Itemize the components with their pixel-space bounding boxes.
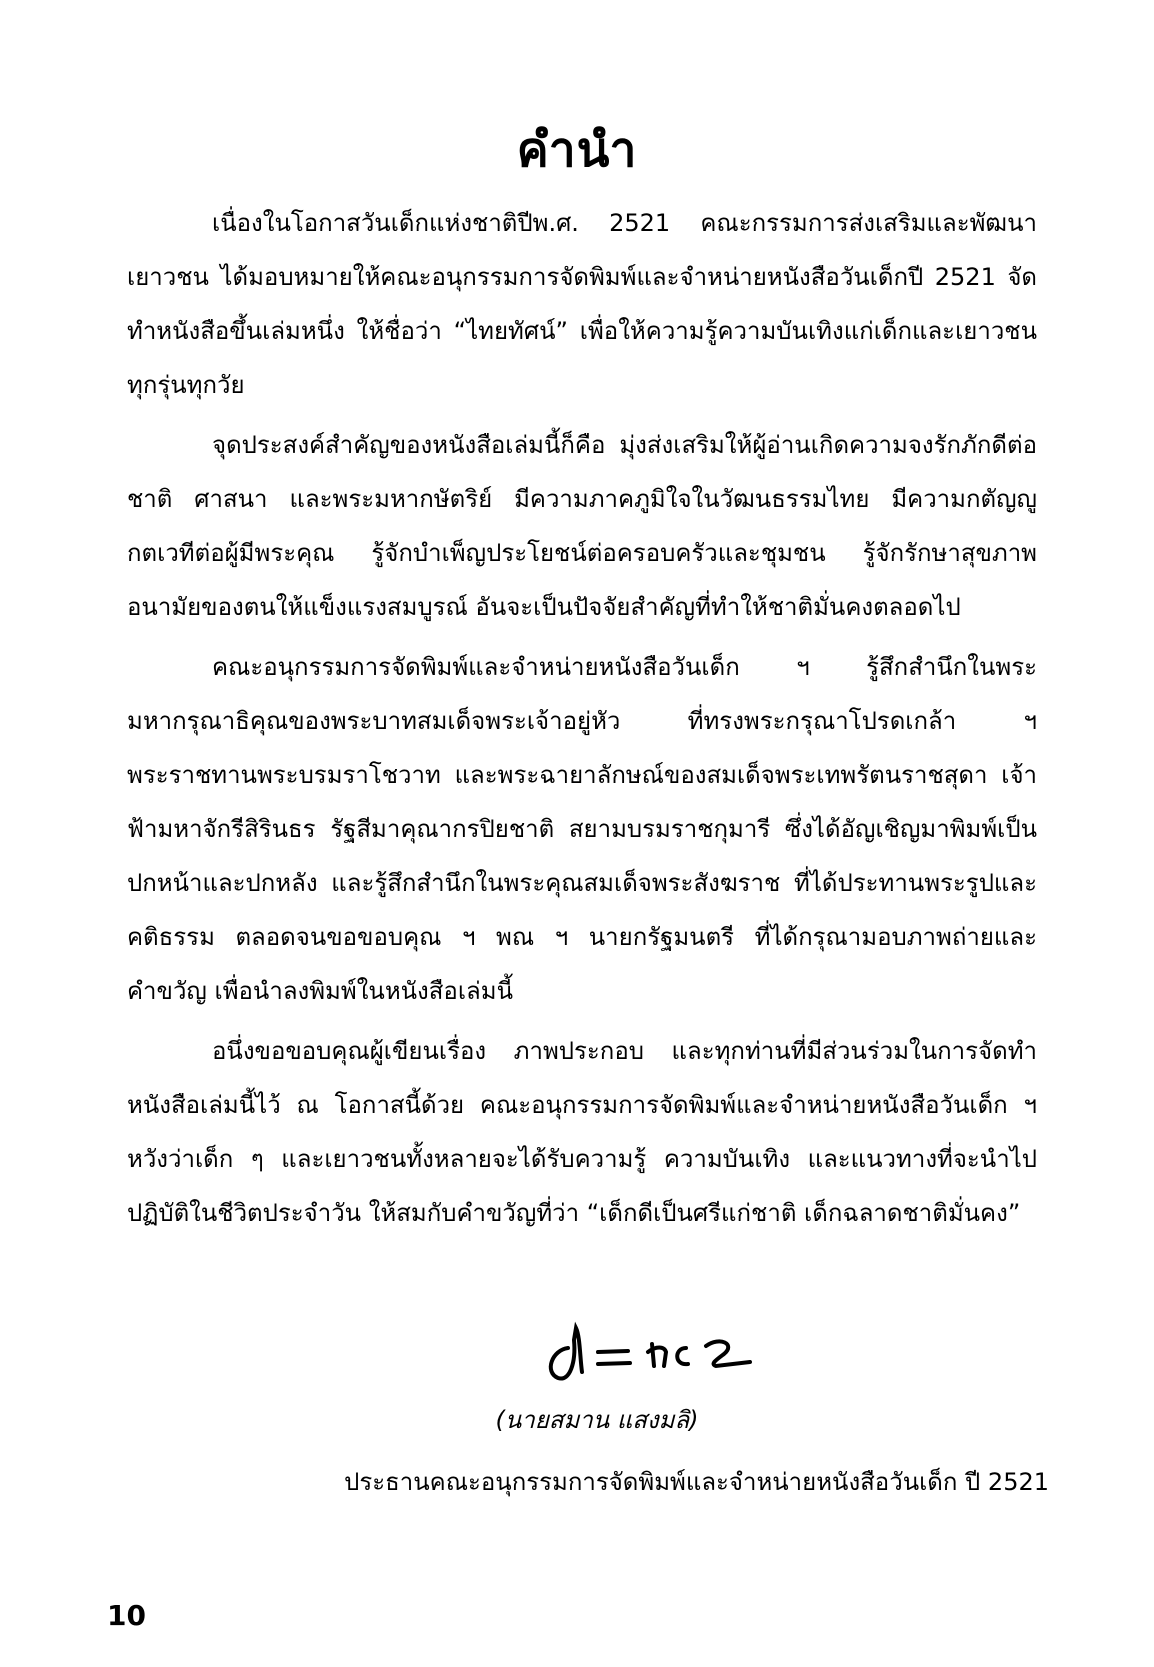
paragraph-1: เนื่องในโอกาสวันเด็กแห่งชาติปีพ.ศ. 2521 คณะกรรมการส่งเสริมและพัฒนาเยาวชน ได้มอบหมายให้คณะอนุกรรมการจัดพิมพ์และจำหน่ายหนังสือวันเด็กปี 2521 จัดทำหนังสือขึ้นเล่มหนึ่ง ให้ชื่อว่า “ไทยทัศน์” เพื่อให้ความรู้ความบันเทิงแก่เด็กและเยาวชนทุกรุ่นทุกวัย xyxy=(127,209,1037,399)
paragraph-4: อนึ่งขอขอบคุณผู้เขียนเรื่อง ภาพประกอบ และทุกท่านที่มีส่วนร่วมในการจัดทำหนังสือเล่มนี้ไว้ ณ โอกาสนี้ด้วย คณะอนุกรรมการจัดพิมพ์และจำหน่ายหนังสือวันเด็ก ฯ หวังว่าเด็ก ๆ และเยาวชนทั้งหลายจะได้รับความรู้ ความบันเทิง และแนวทางที่จะนำไปปฏิบัติในชีวิตประจำวัน ให้สมกับคำขวัญที่ว่า “เด็กดีเป็นศรีแก่ชาติ เด็กฉลาดชาติมั่นคง” xyxy=(127,1037,1037,1227)
paragraph-2: จุดประสงค์สำคัญของหนังสือเล่มนี้ก็คือ มุ่งส่งเสริมให้ผู้อ่านเกิดความจงรักภักดีต่อชาติ ศาสนา และพระมหากษัตริย์ มีความภาคภูมิใจในวัฒนธรรมไทย มีความกตัญญูกตเวทีต่อผู้มีพระคุณ รู้จักบำเพ็ญประโยชน์ต่อครอบครัวและชุมชน รู้จักรักษาสุขภาพอนามัยของตนให้แข็งแรงสมบูรณ์ อันจะเป็นปัจจัยสำคัญที่ทำให้ชาติมั่นคงตลอดไป xyxy=(127,431,1037,621)
signer-name: (นายสมาน แสงมลิ) xyxy=(495,1406,699,1434)
body-text xyxy=(127,196,1037,1246)
page-title: คำนำ xyxy=(516,122,638,178)
signer-title: ประธานคณะอนุกรรมการจัดพิมพ์และจำหน่ายหนังสือวันเด็ก ปี 2521 xyxy=(344,1468,1049,1496)
signature-drawing xyxy=(540,1310,800,1390)
paragraph-3: คณะอนุกรรมการจัดพิมพ์และจำหน่ายหนังสือวันเด็ก ฯ รู้สึกสำนึกในพระมหากรุณาธิคุณของพระบาทสมเด็จพระเจ้าอยู่หัว ที่ทรงพระกรุณาโปรดเกล้า ฯ พระราชทานพระบรมราโชวาท และพระฉายาลักษณ์ของสมเด็จพระเทพรัตนราชสุดา เจ้าฟ้ามหาจักรีสิรินธร รัฐสีมาคุณากรปิยชาติ สยามบรมราชกุมารี ซึ่งได้อัญเชิญมาพิมพ์เป็นปกหน้าและปกหลัง และรู้สึกสำนึกในพระคุณสมเด็จพระสังฆราช ที่ได้ประทานพระรูปและคติธรรม ตลอดจนขอขอบคุณ ฯ พณ ฯ นายกรัฐมนตรี ที่ได้กรุณามอบภาพถ่ายและคำขวัญ เพื่อนำลงพิมพ์ในหนังสือเล่มนี้ xyxy=(127,653,1037,1005)
handwritten-signature xyxy=(540,1310,800,1390)
page-number: 10 xyxy=(107,1599,146,1632)
